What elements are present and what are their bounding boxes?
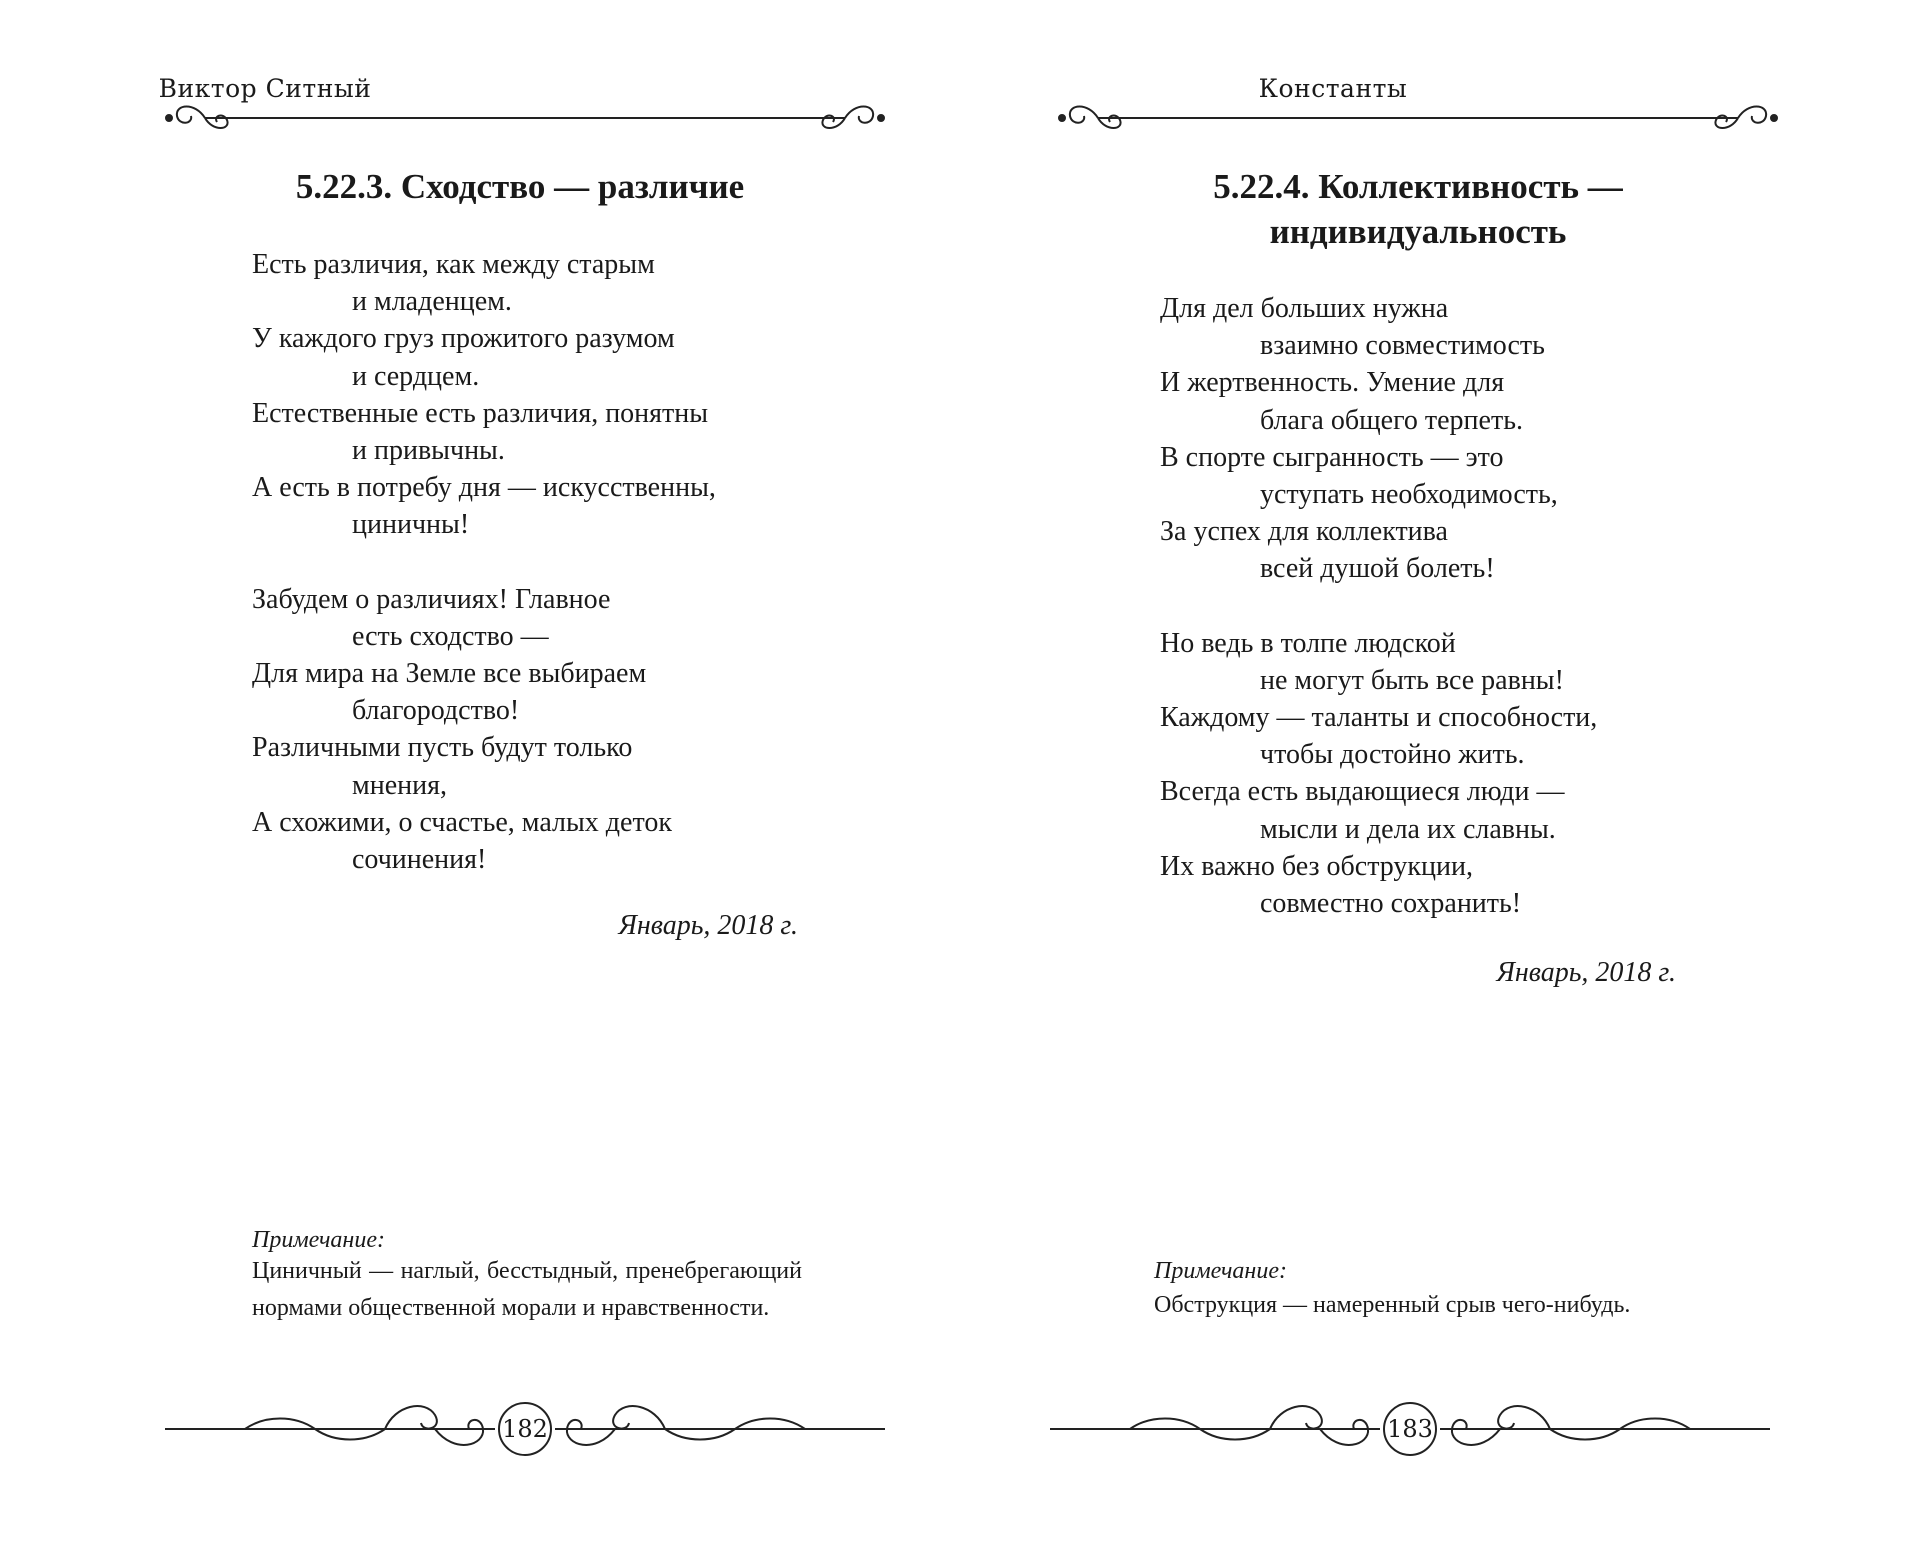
poem-line: Каждому — таланты и способности, [1160,702,1598,734]
poem-title: 5.22.3. Сходство — различие [295,167,745,206]
poem-line: Их важно без обструкции, [1160,850,1473,882]
poem-line: И жертвенность. Умение для [1160,367,1505,399]
right-page [958,0,1915,1553]
poem-line: За успех для коллектива [1160,516,1448,548]
poem-line: Всегда есть выдающиеся люди — [1160,776,1565,808]
poem-line: А есть в потребу дня — искусственны, [252,472,716,504]
poem-line: уступать необходимость, [1260,479,1558,511]
poem-line: А схожими, о счастье, малых деток [252,806,672,838]
poem-line: мнения, [352,769,447,801]
poem-line: и сердцем. [352,360,480,392]
poem-line: всей душой болеть! [1260,553,1495,585]
poem-line: Для мира на Земле все выбираем [252,658,647,690]
poem-body [252,246,716,878]
poem-line: блага общего терпеть. [1260,404,1523,436]
poem-line: не могут быть все равны! [1260,664,1564,696]
header-ornament-icon [1058,92,1778,138]
stanza-break [1160,588,1597,625]
stanza-break [252,544,716,581]
poem-date: Январь, 2018 г. [618,910,798,941]
poem-line: Забудем о различиях! Главное [252,583,611,615]
note-label: Примечание: [252,1227,385,1253]
note-label: Примечание: [1154,1258,1287,1284]
poem-line: У каждого груз прожитого разумом [252,323,675,355]
running-head-section: Константы [1258,74,1408,103]
poem-line: Есть различия, как между старым [252,249,655,280]
poem-line: Для дел больших нужна [1160,293,1449,324]
poem-line: Естественные есть различия, понятны [252,397,709,429]
poem-line: благородство! [352,695,520,727]
page-number: 183 [1387,1415,1433,1443]
poem-line: и привычны. [352,435,505,467]
poem-line: и младенцем. [352,286,512,318]
poem-title [1088,164,1748,254]
poem-line: взаимно совместимость [1260,330,1545,362]
poem-line: циничны! [352,509,470,541]
running-head-author: Виктор Ситный [158,74,372,103]
note-text: Обструкция — намеренный срыв чего-нибудь. [1154,1292,1631,1318]
header-ornament-icon [165,92,885,138]
poem-line: В спорте сыгранность — это [1160,441,1504,473]
poem-line: мысли и дела их славны. [1260,813,1556,845]
poem-line: совместно сохранить! [1260,888,1522,920]
poem-line: сочинения! [352,844,487,876]
poem-line: чтобы достойно жить. [1260,739,1525,771]
poem-title-line: индивидуальность [1269,212,1567,251]
poem-line: Но ведь в толпе людской [1160,627,1456,659]
poem-title-line: 5.22.4. Коллективность — [1213,167,1623,206]
note-text: Циничный — наглый, бесстыдный, пренебрегающий нормами общественной морали и нравственности. [252,1258,802,1321]
poem-body [1160,290,1597,922]
page-number: 182 [502,1415,548,1443]
poem-line: Различными пусть будут только [252,732,633,764]
poem-line: есть сходство — [352,620,549,652]
poem-date: Январь, 2018 г. [1496,957,1676,988]
left-page [0,0,957,1553]
